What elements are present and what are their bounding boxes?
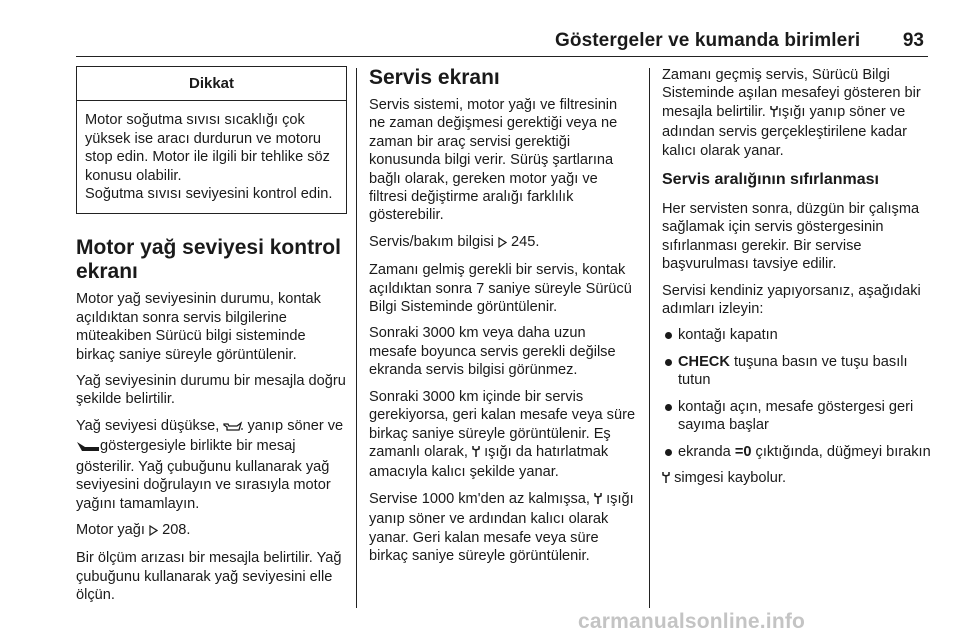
paragraph: Servisi kendiniz yapıyorsanız, aşağıdaki adımları izleyin:	[662, 282, 921, 318]
page-number: 93	[902, 30, 924, 51]
wrench-icon	[770, 105, 778, 123]
column-3	[662, 66, 934, 497]
wrench-icon	[594, 492, 602, 510]
list-item: CHECK tuşuna basın ve tuşu basılı tutun	[662, 353, 934, 390]
paragraph: Servise 1000 km'den az kalmışsa, ışığı yanıp söner ve ardından kalıcı olarak yanar. Geri kalan mesafe veya süre birkaç saniye süreyle görüntülenir.	[369, 490, 634, 564]
display-zero-label: =0	[734, 443, 752, 460]
section-title-service-display: Servis ekranı	[369, 66, 500, 89]
bullet-icon	[665, 449, 672, 456]
notice-paragraph: Soğutma sıvısı seviyesini kontrol edin.	[85, 186, 333, 203]
column-divider-1	[356, 68, 357, 608]
paragraph-service-info-ref: Servis/bakım bilgisi 245.	[369, 233, 637, 253]
notice-body	[77, 101, 346, 213]
notice-paragraph: Motor soğutma sıvısı sıcaklığı çok yüksek ise aracı durdurun ve motoru stop edin. Motor ile ilgili bir tehlike söz konusu olabilir.	[85, 112, 330, 184]
paragraph-engine-oil-ref: Motor yağı 208.	[76, 521, 347, 541]
steps-list	[662, 326, 934, 460]
page-reference[interactable]: 245.	[511, 233, 540, 250]
notice-title: Dikkat	[77, 67, 346, 101]
column-1	[76, 66, 347, 613]
paragraph-oil-low: Yağ seviyesi düşükse, yanıp söner ve göstergesiyle birlikte bir mesaj gösterilir. Yağ çubuğunu kullanarak yağ seviyesini doğrulayın ve sırasıyla motor yağını tamamlayın.	[76, 417, 344, 512]
paragraph: Sonraki 3000 km içinde bir servis gerekiyorsa, geri kalan mesafe veya süre birkaç saniye süreyle görüntülenir. Eş zamanlı olarak, ışığı da hatırlatmak amacıyla kalıcı şekilde yanar.	[369, 388, 636, 481]
paragraph: simgesi kaybolur.	[662, 469, 934, 489]
wrench-icon	[662, 471, 670, 489]
paragraph: Her servisten sonra, düzgün bir çalışma sağlamak için servis göstergesinin sıfırlanması gerekir. Bir servise başvurulması tavsiye edilir.	[662, 201, 920, 273]
list-item: ekranda =0 çıktığında, düğmeyi bırakın	[662, 443, 934, 461]
key-icon	[76, 439, 100, 457]
page-reference[interactable]: 208.	[162, 521, 191, 538]
column-2	[369, 66, 637, 573]
paragraph: Servis sistemi, motor yağı ve filtresinin ne zaman değişmesi gerektiği veya ne zaman bir araç servisi gerektiği konusunda bilgi verir. Sürüş şartlarına bağlı olarak, gereken motor yağı ve filtresi değiştirme aralığı farklılık gösterebilir.	[369, 97, 618, 224]
header-rule	[76, 56, 928, 57]
page-reference-triangle-icon	[149, 523, 158, 541]
subsection-title-service-reset: Servis aralığının sıfırlanması	[662, 171, 879, 189]
check-button-label: CHECK	[678, 353, 730, 370]
section-title-oil-level: Motor yağ seviyesi kontrol ekranı	[76, 236, 341, 284]
watermark: carmanualsonline.info	[578, 610, 806, 633]
paragraph: Sonraki 3000 km veya daha uzun mesafe boyunca servis gerekli değilse ekranda servis bilgisi görünmez.	[369, 325, 616, 379]
paragraph: Motor yağ seviyesinin durumu, kontak açıldıktan sonra servis bilgilerine müteakiben Sürücü bilgi sisteminde birkaç saniye süreyle görüntülenir.	[76, 291, 321, 363]
paragraph: Yağ seviyesinin durumu bir mesajla doğru şekilde belirtilir.	[76, 373, 346, 408]
bullet-icon	[665, 332, 672, 339]
paragraph: Zamanı geçmiş servis, Sürücü Bilgi Sisteminde aşılan mesafeyi gösteren bir mesajla belirtilir. ışığı yanıp söner ve adından servis gerçekleştirilene kadar kalıcı olarak yanar.	[662, 67, 921, 159]
bullet-icon	[665, 359, 672, 366]
page-reference-triangle-icon	[498, 235, 507, 253]
paragraph: Bir ölçüm arızası bir mesajla belirtilir. Yağ çubuğunu kullanarak yağ seviyesini elle ölçün.	[76, 550, 342, 604]
column-divider-2	[649, 68, 650, 608]
paragraph: Zamanı gelmiş gerekli bir servis, kontak açıldıktan sonra 7 saniye süreyle Sürücü Bilgi Sisteminde görüntülenir.	[369, 262, 632, 316]
oil-can-icon	[223, 419, 243, 437]
list-item: kontağı açın, mesafe göstergesi geri sayıma başlar	[662, 398, 934, 435]
wrench-icon	[472, 445, 480, 463]
bullet-icon	[665, 404, 672, 411]
list-item: kontağı kapatın	[662, 326, 934, 344]
notice-box	[76, 66, 347, 214]
header-title: Göstergeler ve kumanda birimleri	[555, 30, 861, 51]
